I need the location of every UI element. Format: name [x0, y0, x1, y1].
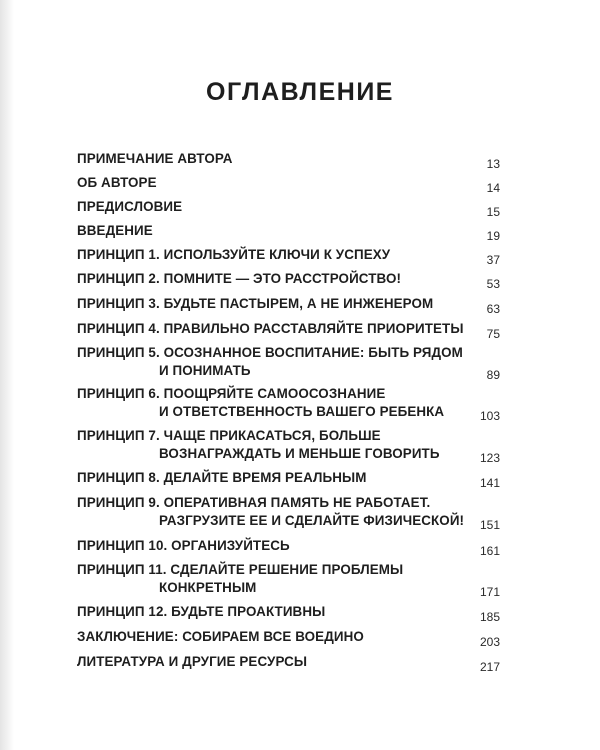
toc-page-number: 151 — [479, 518, 500, 532]
toc-entry-label — [77, 427, 500, 462]
toc-entry — [77, 222, 500, 243]
toc-entry-label — [77, 270, 500, 288]
toc-entry-line: РАЗГРУЗИТЕ ЕЕ И СДЕЛАЙТЕ ФИЗИЧЕСКОЙ! — [159, 512, 465, 528]
toc-entry-line: ПРИНЦИП 1. ИСПОЛЬЗУЙТЕ КЛЮЧИ К УСПЕХУ — [77, 247, 391, 262]
page-edge-shadow — [0, 0, 14, 750]
toc-page-number: 53 — [486, 276, 500, 291]
toc-entry-line: ПРИНЦИП 10. ОРГАНИЗУЙТЕСЬ — [77, 538, 290, 553]
toc-entry-label — [77, 537, 500, 555]
toc-entry-line: ПРЕДИСЛОВИЕ — [77, 199, 183, 214]
toc-entry-line: КОНКРЕТНЫМ — [159, 579, 257, 595]
toc-page-number: 14 — [486, 180, 500, 195]
toc-page-number: 161 — [479, 543, 500, 558]
toc-entry-line: ПРИНЦИП 4. ПРАВИЛЬНО РАССТАВЛЯЙТЕ ПРИОРИТЕТЫ — [77, 321, 464, 336]
toc-entry-label — [77, 628, 500, 646]
toc-page-number: 171 — [479, 585, 500, 599]
toc-entry-label — [77, 174, 500, 192]
toc-entry-line: ВОЗНАГРАЖДАТЬ И МЕНЬШЕ ГОВОРИТЬ — [159, 445, 440, 461]
toc-page-number: 63 — [486, 301, 500, 316]
toc-entry-label — [77, 320, 500, 338]
toc-entry-line: ПРИМЕЧАНИЕ АВТОРА — [77, 151, 233, 166]
toc-entry-line: ПРИНЦИП 2. ПОМНИТЕ — ЭТО РАССТРОЙСТВО! — [77, 271, 402, 286]
toc-entry — [77, 246, 500, 267]
toc-entry-label — [77, 150, 500, 168]
toc-entry-label — [77, 494, 500, 529]
toc-entry-line: ПРИНЦИП 3. БУДЬТЕ ПАСТЫРЕМ, А НЕ ИНЖЕНЕРОМ — [77, 296, 434, 311]
toc-entry-label — [77, 344, 500, 379]
toc-entry-line: И ОТВЕТСТВЕННОСТЬ ВАШЕГО РЕБЕНКА — [159, 403, 445, 419]
toc-page-number: 141 — [479, 475, 500, 490]
toc-entry-line: ЗАКЛЮЧЕНИЕ: СОБИРАЕМ ВСЕ ВОЕДИНО — [77, 629, 364, 644]
toc-entry-label — [77, 246, 500, 264]
toc-entry-line: ПРИНЦИП 12. БУДЬТЕ ПРОАКТИВНЫ — [77, 604, 326, 619]
toc-page-number: 15 — [486, 204, 500, 219]
toc-page-number: 19 — [486, 228, 500, 243]
toc-entry — [77, 537, 500, 558]
toc-entry-line: ОБ АВТОРЕ — [77, 175, 157, 190]
toc-entry-line: ПРИНЦИП 8. ДЕЛАЙТЕ ВРЕМЯ РЕАЛЬНЫМ — [77, 470, 367, 485]
toc-entry — [77, 344, 500, 382]
toc-entry — [77, 469, 500, 490]
toc-entry-label — [77, 222, 500, 240]
toc-page-number: 217 — [479, 659, 500, 674]
toc-entry-line: ВВЕДЕНИЕ — [77, 223, 153, 238]
page-title: ОГЛАВЛЕНИЕ — [206, 78, 394, 106]
toc-entry-line: ПРИНЦИП 11. СДЕЛАЙТЕ РЕШЕНИЕ ПРОБЛЕМЫ — [77, 562, 404, 577]
toc-page-number: 75 — [486, 326, 500, 341]
toc-entry-line: ПРИНЦИП 5. ОСОЗНАННОЕ ВОСПИТАНИЕ: БЫТЬ РЯДОМ — [77, 345, 463, 360]
toc-entry — [77, 494, 500, 532]
toc-page-number: 123 — [479, 451, 500, 465]
toc-entry-label — [77, 295, 500, 313]
toc-entry-line: ПРИНЦИП 9. ОПЕРАТИВНАЯ ПАМЯТЬ НЕ РАБОТАЕТ. — [77, 495, 431, 510]
toc-entry — [77, 174, 500, 195]
toc-entry — [77, 270, 500, 291]
toc-page-number: 103 — [479, 409, 500, 423]
toc-entry-label — [77, 653, 500, 671]
toc-entry — [77, 653, 500, 674]
toc-page-number: 89 — [486, 368, 500, 382]
toc-entry-line: И ПОНИМАТЬ — [159, 362, 251, 378]
toc-entry-line: ПРИНЦИП 6. ПООЩРЯЙТЕ САМООСОЗНАНИЕ — [77, 386, 386, 401]
toc-entry-line: ПРИНЦИП 7. ЧАЩЕ ПРИКАСАТЬСЯ, БОЛЬШЕ — [77, 428, 381, 443]
toc-entry — [77, 628, 500, 649]
toc-entry — [77, 150, 500, 171]
toc-page-number: 37 — [486, 252, 500, 267]
toc-entry — [77, 427, 500, 465]
toc-entry — [77, 561, 500, 599]
toc-entry-label — [77, 603, 500, 621]
toc-entry-label — [77, 198, 500, 216]
toc-entry — [77, 320, 500, 341]
toc-entry-label — [77, 561, 500, 596]
toc-entry-line: ЛИТЕРАТУРА И ДРУГИЕ РЕСУРСЫ — [77, 654, 308, 669]
toc-page-number: 203 — [479, 634, 500, 649]
toc-page-number: 13 — [486, 156, 500, 171]
toc-entry — [77, 295, 500, 316]
toc-entry — [77, 603, 500, 624]
toc-entry-label — [77, 385, 500, 420]
toc-entry — [77, 385, 500, 423]
toc-entry-label — [77, 469, 500, 487]
toc-entry — [77, 198, 500, 219]
toc-page-number: 185 — [479, 609, 500, 624]
